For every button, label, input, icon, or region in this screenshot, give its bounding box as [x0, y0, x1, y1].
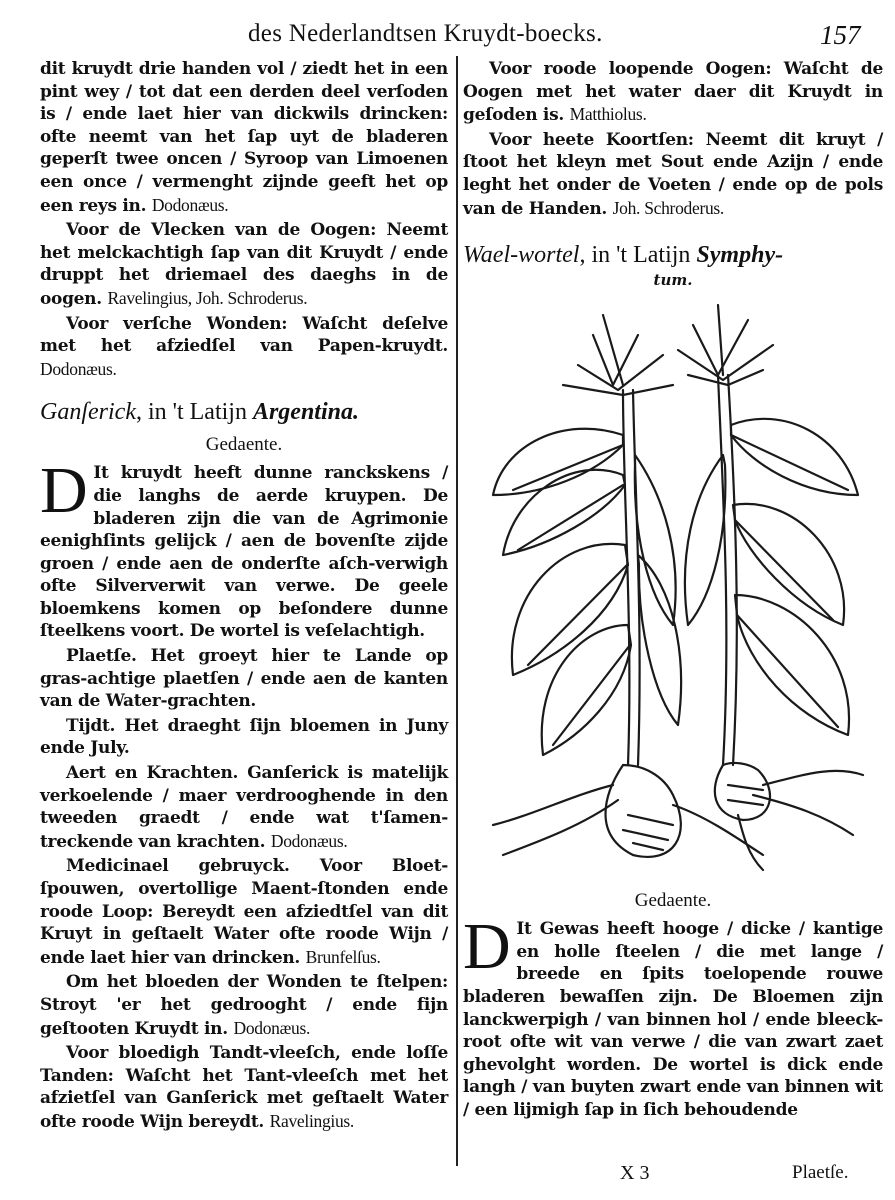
paragraph	[40, 219, 448, 310]
paragraph	[463, 58, 883, 127]
citation: Brunfelſus.	[305, 946, 381, 967]
column-divider	[456, 56, 458, 1166]
heading-latin-label: , in 't Latijn	[579, 242, 697, 269]
citation: Dodonæus.	[40, 358, 117, 379]
subheading-gedaente: Gedaente.	[205, 434, 283, 456]
heading-plant-name: Ganſerick	[40, 399, 136, 426]
paragraph-text: Medicinael gebruyck. Voor Bloet-ſpouwen, overtollige Maent-ſtonden ende roode Loop: Bereydt een afziedtſel van dit Kruyt in geſtaelt Water ofte roode Wijn / ende laet hier van drincken.	[40, 856, 448, 968]
paragraph-text: Voor de Vlecken van de Oogen: Neemt het melckachtigh ſap van dit Kruydt / ende druppt het driemael des daeghs in de oogen.	[40, 220, 448, 309]
paragraph-text: It Gewas heeft hooge / dicke / kantige en holle ſteelen / die met lange / breede en ſpits toelopende rouwe bladeren bewaſſen zijn. De Bloemen zijn lanckwerpigh / van binnen hol / ende bleeck-root ofte wit van verwe / die van zwart zaet ghevolght worden. De wortel is dick ende langh / van buyten zwart ende van binnen wit / een lijmigh ſap in ſich behoudende	[463, 919, 883, 1120]
paragraph	[40, 1042, 448, 1133]
citation: Dodonæus.	[270, 830, 348, 851]
heading-plant-name: Wael-wortel	[463, 242, 580, 269]
heading-line	[463, 242, 883, 269]
paragraph	[40, 762, 448, 853]
drop-cap: D	[40, 454, 88, 528]
paragraph	[40, 855, 448, 969]
paragraph-text: Plaetſe. Het groeyt hier te Lande op gras-achtige plaetſen / ende aen de kanten van de Water-grachten.	[40, 646, 448, 712]
paragraph-text: Tijdt. Het draeght ſijn bloemen in Juny ende July.	[40, 715, 448, 759]
heading-latin-label: , in 't Latijn	[135, 399, 253, 426]
paragraph	[40, 645, 448, 713]
section-heading-ganserick	[40, 399, 448, 426]
citation: Dodonæus.	[151, 194, 229, 215]
paragraph	[40, 454, 448, 643]
citation: Joh. Schroderus.	[612, 197, 725, 218]
citation: Ravelingius, Joh. Schroderus.	[107, 287, 308, 308]
figure-caption: Gedaente.	[634, 890, 712, 912]
paragraph	[40, 58, 448, 217]
paragraph	[463, 129, 883, 220]
drop-cap: D	[463, 910, 511, 984]
paragraph-text: Voor roode loopende Oogen: Waſcht de Oogen met het water daer dit Kruydt in geſoden is.	[463, 59, 883, 126]
paragraph-text: dit kruydt drie handen vol / ziedt het in een pint wey / tot dat een derden deel verſoden is / ende laet hier van dickwils drincken: ofte neemt van het ſap uyt de bladeren geperſt twee oncen / Syroop van Limoenen een once / vermenght zijnde geeft het op een reys in.	[40, 59, 448, 216]
paragraph	[463, 910, 883, 1121]
paragraph-text: Om het bloeden der Wonden te ſtelpen: Stroyt 'er het gedrooght / ende fijn geſtooten Kruydt in.	[40, 972, 448, 1039]
running-head	[0, 14, 895, 54]
paragraph	[40, 313, 448, 382]
left-column	[40, 58, 448, 1136]
paragraph	[40, 971, 448, 1040]
right-column	[463, 58, 883, 1124]
paragraph-text: Voor bloedigh Tandt-vleeſch, ende loſſe Tanden: Waſcht het Tant-vleeſch met het afzietſel van Ganſerick met geſtaelt Water ofte roode Wijn bereydt.	[40, 1043, 448, 1132]
citation: Matthiolus.	[569, 104, 647, 125]
comfrey-woodcut-illustration	[473, 295, 873, 880]
section-heading-wael-wortel	[463, 242, 883, 289]
citation: Ravelingius.	[269, 1110, 355, 1131]
paragraph-text: Aert en Krachten. Ganſerick is matelijk verkoelende / maer verdrooghende in den tweeden graedt / ende wat t'ſamen-treckende van krachten.	[40, 763, 448, 852]
running-title: des Nederlandtsen Kruydt-boecks.	[248, 20, 603, 47]
signature-mark: X 3	[620, 1162, 650, 1184]
catchword: Plaetſe.	[792, 1162, 849, 1183]
paragraph	[40, 715, 448, 760]
heading-latin-name: Symphy-	[696, 242, 784, 269]
citation: Dodonæus.	[233, 1017, 311, 1038]
paragraph-text: Voor verſche Wonden: Waſcht deſelve met het afziedſel van Papen-kruydt.	[40, 313, 448, 357]
paragraph-text: It kruydt heeft dunne ranckskens / die langhs de aerde kruypen. De bladeren zijn die van de Agrimonie eenighſints gelijck / aen de bovenſte zijde groen / ende aen de onderſte aſch-verwigh ofte Silververwit van verwe. De geele bloemkens komen op beſondere dunne ſteelkens voort. De wortel is veſelachtigh.	[40, 463, 448, 642]
page-number: 157	[820, 20, 861, 50]
paragraph-text: Voor heete Koortſen: Neemt dit kruyt / ſtoot het kleyn met Sout ende Azijn / ende leght het onder de Voeten / ende op de pols van de Handen.	[463, 129, 883, 219]
heading-latin-name: Argentina.	[252, 399, 359, 426]
plant-drawing	[473, 295, 873, 880]
heading-latin-name-continued: tum.	[653, 271, 693, 290]
